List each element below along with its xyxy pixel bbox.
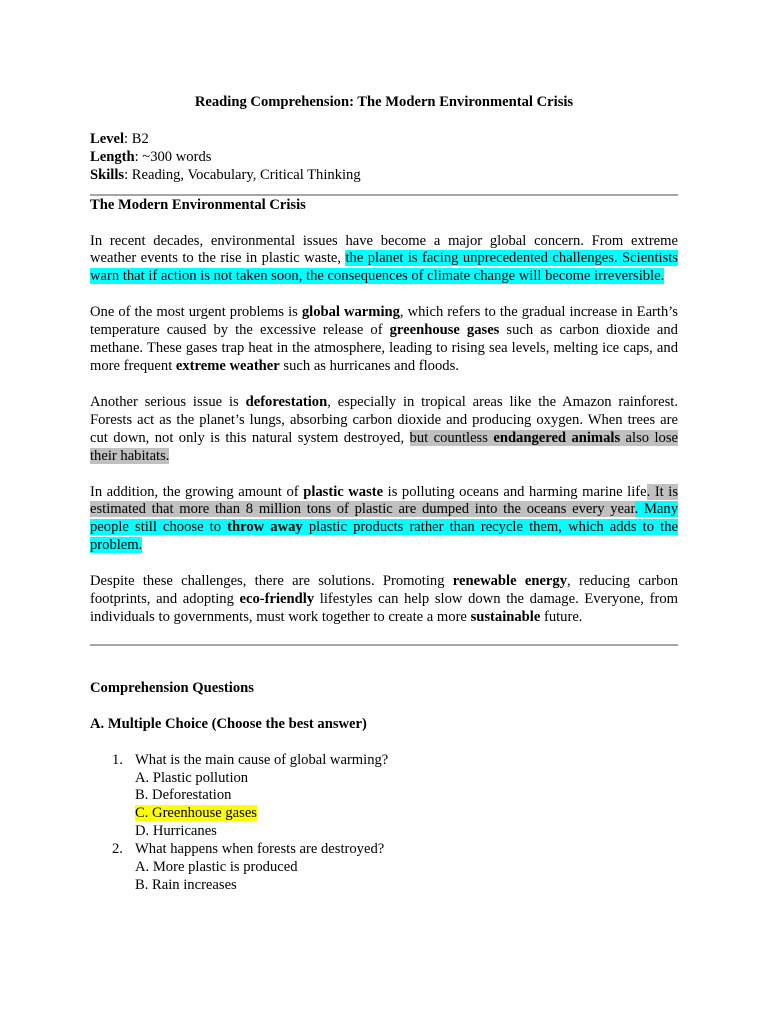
highlight-cyan: . Many people still choose to throw away plastic products rather than recycle them, which adds to the problem. xyxy=(90,501,678,554)
question-text: What is the main cause of global warming? xyxy=(135,751,389,768)
question-text: What happens when forests are destroyed? xyxy=(135,841,385,858)
paragraph-3: Another serious issue is deforestation, especially in tropical areas like the Amazon rainforest. Forests act as the planet’s lungs, absorbing carbon dioxide and producing oxygen. When trees are cut down, not only is this natural system destroyed, but countless endangered animals also lose their habitats. xyxy=(90,393,678,464)
keyword: extreme weather xyxy=(175,357,280,374)
question-number: 2. xyxy=(112,841,123,858)
paragraph-5: Despite these challenges, there are solutions. Promoting renewable energy, reducing carbon footprints, and adopting eco-friendly lifestyles can help slow down the damage. Everyone, from individuals to governments, must work together to create a more sustainable future. xyxy=(90,573,678,625)
question-number: 1. xyxy=(112,751,123,768)
answer-option: A. Plastic pollution xyxy=(135,769,249,786)
answer-option: A. More plastic is produced xyxy=(135,859,298,876)
keyword: greenhouse gases xyxy=(389,322,500,339)
part-a-heading: A. Multiple Choice (Choose the best answer) xyxy=(90,715,367,732)
document-title: Reading Comprehension: The Modern Environmental Crisis xyxy=(194,94,574,110)
keyword: renewable energy xyxy=(452,573,567,590)
keyword: throw away xyxy=(227,519,303,536)
answer-option-highlighted: C. Greenhouse gases xyxy=(135,805,257,822)
answer-option: B. Rain increases xyxy=(135,877,237,893)
horizontal-rule xyxy=(90,194,678,196)
keyword: plastic waste xyxy=(303,483,384,500)
answer-option: D. Hurricanes xyxy=(135,823,217,840)
question-list xyxy=(90,752,678,895)
question-1 xyxy=(90,752,678,842)
document-body xyxy=(90,94,678,895)
highlight-gray: . It is estimated that more than 8 million tons of plastic are dumped into the oceans every year xyxy=(90,483,678,518)
highlight-gray: but countless endangered animals also lose their habitats. xyxy=(90,429,678,464)
highlight-cyan: the planet is facing unprecedented challenges. Scientists warn that if action is not taken soon, the consequences of climate change will become irreversible. xyxy=(90,250,678,285)
section-title: The Modern Environmental Crisis xyxy=(90,196,306,213)
keyword: endangered animals xyxy=(493,429,621,446)
paragraph-1: In recent decades, environmental issues have become a major global concern. From extreme weather events to the rise in plastic waste, the planet is facing unprecedented challenges. Scientists warn that if action is not taken soon, the consequences of climate change will become irreversible. xyxy=(90,232,678,285)
answer-option: B. Deforestation xyxy=(135,787,232,804)
questions-heading: Comprehension Questions xyxy=(90,679,254,696)
keyword: sustainable xyxy=(470,608,541,625)
question-2 xyxy=(90,841,678,895)
keyword: global warming xyxy=(301,304,400,321)
meta-length: Length: ~300 words xyxy=(90,148,212,165)
paragraph-4: In addition, the growing amount of plastic waste is polluting oceans and harming marine life. It is estimated that more than 8 million tons of plastic are dumped into the oceans every year. Many people still choose to throw away plastic products rather than recycle them, which adds to the problem. xyxy=(90,483,678,554)
horizontal-rule xyxy=(90,644,678,646)
keyword: eco-friendly xyxy=(239,591,315,608)
meta-level: Level: B2 xyxy=(90,130,149,147)
keyword: deforestation xyxy=(245,393,328,410)
meta-block xyxy=(90,131,678,185)
paragraph-2: One of the most urgent problems is global warming, which refers to the gradual increase in Earth’s temperature caused by the excessive release of greenhouse gases such as carbon dioxide and methane. These gases trap heat in the atmosphere, leading to rising sea levels, melting ice caps, and more frequent extreme weather such as hurricanes and floods. xyxy=(90,304,678,374)
meta-skills: Skills: Reading, Vocabulary, Critical Thinking xyxy=(90,166,361,183)
